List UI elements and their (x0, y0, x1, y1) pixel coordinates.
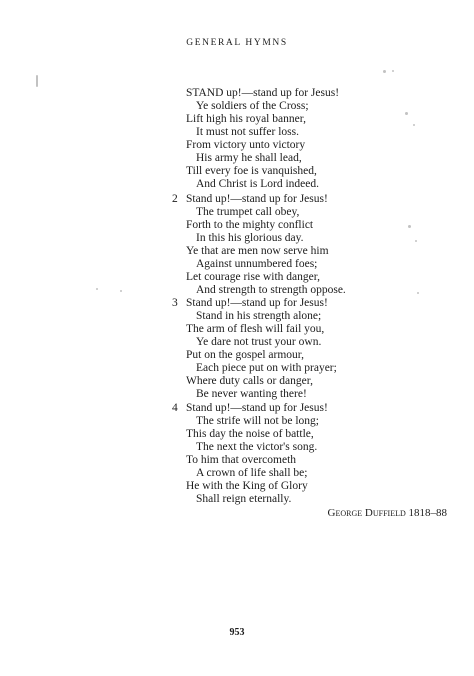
scan-speck (408, 225, 411, 228)
verse-line: This day the noise of battle, (186, 428, 314, 440)
verse-line: Shall reign eternally. (196, 493, 292, 505)
verse-line: Stand up!—stand up for Jesus! (186, 297, 328, 309)
verse-line: Let courage rise with danger, (186, 271, 320, 283)
verse-line: The next the victor's song. (196, 441, 318, 453)
verse-line: He with the King of Glory (186, 480, 308, 492)
scan-speck (392, 70, 394, 72)
verse-line: His army he shall lead, (196, 152, 302, 164)
verse-line: A crown of life shall be; (196, 467, 308, 479)
author-attribution (328, 507, 447, 519)
scan-speck (383, 70, 386, 73)
verse-line: Ye dare not trust your own. (196, 336, 322, 348)
verse-line: To him that overcometh (186, 454, 297, 466)
verse-line: The arm of flesh will fail you, (186, 323, 325, 335)
scan-speck (96, 288, 98, 290)
verse-line: The strife will not be long; (196, 415, 319, 427)
scan-speck (120, 290, 122, 292)
scan-speck (417, 292, 419, 294)
verse-line: Against unnumbered foes; (196, 258, 318, 270)
verse-number: 4 (172, 402, 178, 414)
verse-line: And Christ is Lord indeed. (196, 178, 319, 190)
verse-line: Ye soldiers of the Cross; (196, 100, 309, 112)
verse-line: From victory unto victory (186, 139, 306, 151)
verse-line: STAND up!—stand up for Jesus! (186, 87, 340, 99)
verse-line: Till every foe is vanquished, (186, 165, 317, 177)
verse-line: Forth to the mighty conflict (186, 219, 314, 231)
verse-line: Stand in his strength alone; (196, 310, 322, 322)
author-dates: 1818–88 (408, 507, 447, 519)
verse-line: Stand up!—stand up for Jesus! (186, 402, 328, 414)
scan-speck (36, 75, 38, 87)
verse-line: Stand up!—stand up for Jesus! (186, 193, 328, 205)
scan-speck (415, 240, 417, 242)
verse-line: It must not suffer loss. (196, 126, 299, 138)
verse-line: Put on the gospel armour, (186, 349, 305, 361)
scan-speck (405, 112, 408, 115)
verse-4 (172, 402, 328, 506)
verse-1 (186, 87, 339, 191)
author-name: George Duffield (327, 507, 406, 519)
verse-line: Be never wanting there! (196, 388, 307, 400)
verse-2 (172, 193, 346, 297)
verse-3 (172, 297, 337, 401)
verse-line: The trumpet call obey, (196, 206, 300, 218)
verse-number: 3 (172, 297, 178, 309)
verse-line: Ye that are men now serve him (186, 245, 329, 257)
verse-line: Each piece put on with prayer; (196, 362, 337, 374)
scan-speck (413, 124, 415, 126)
page-number: 953 (229, 627, 245, 638)
verse-line: In this his glorious day. (196, 232, 304, 244)
verse-number: 2 (172, 193, 178, 205)
verse-line: Where duty calls or danger, (186, 375, 313, 387)
verse-line: And strength to strength oppose. (196, 284, 346, 296)
verse-line: Lift high his royal banner, (186, 113, 306, 125)
running-title: GENERAL HYMNS (186, 38, 288, 48)
